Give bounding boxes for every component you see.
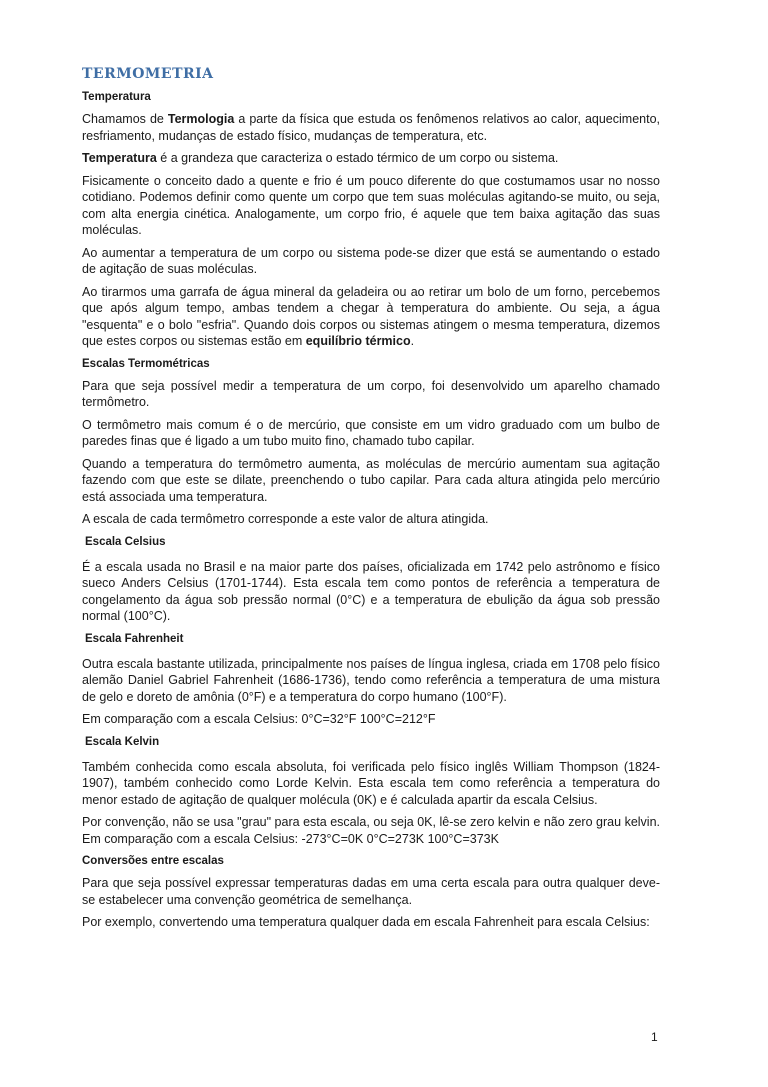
paragraph bbox=[82, 245, 660, 278]
section-heading: Escala Fahrenheit bbox=[85, 632, 184, 645]
text-run: A escala de cada termômetro corresponde a este valor de altura atingida. bbox=[82, 512, 489, 526]
text-run: a parte da física que estuda os fenômenos relativos ao calor, aquecimento, resfriamento, mudanças de estado físico, mudanças de temperatura, etc. bbox=[82, 112, 660, 143]
paragraph bbox=[82, 914, 660, 931]
text-run: Ao aumentar a temperatura de um corpo ou sistema pode-se dizer que está se aumentando o estado de agitação de suas moléculas. bbox=[82, 245, 660, 276]
paragraph bbox=[82, 111, 660, 144]
document-body bbox=[82, 66, 660, 937]
text-run: Para que seja possível expressar temperaturas dadas em uma certa escala para outra qualquer deve-se estabelecer uma convenção geométrica de semelhança. bbox=[82, 876, 660, 907]
text-run: Também conhecida como escala absoluta, foi verificada pelo físico inglês William Thompson (1824-1907), também conhecido como Lorde Kelvin. Esta escala tem como referência a temperatura do menor estado de agitação de qualquer molécula (0K) e é calculada apartir da escala Celsius. bbox=[82, 759, 660, 807]
text-run: Em comparação com a escala Celsius: 0°C=32°F 100°C=212°F bbox=[82, 712, 436, 726]
text-run: Para que seja possível medir a temperatura de um corpo, foi desenvolvido um aparelho chamado termômetro. bbox=[82, 378, 660, 409]
paragraph bbox=[82, 875, 660, 908]
bold-term: Temperatura bbox=[82, 151, 157, 165]
text-run: Por convenção, não se usa "grau" para esta escala, ou seja 0K, lê-se zero kelvin e não zero grau kelvin. Em comparação com a escala Celsius: -273°C=0K 0°C=273K 100°C=373K bbox=[82, 815, 660, 846]
text-run: Chamamos de bbox=[82, 112, 168, 126]
bold-term: Termologia bbox=[167, 112, 235, 126]
section-heading: Conversões entre escalas bbox=[82, 855, 224, 867]
paragraph bbox=[82, 656, 660, 706]
paragraph bbox=[82, 173, 660, 239]
section-heading: Escalas Termométricas bbox=[82, 357, 210, 370]
page-number: 1 bbox=[651, 1030, 658, 1044]
section-heading: Temperatura bbox=[82, 91, 151, 103]
paragraph bbox=[82, 417, 660, 450]
text-run: É a escala usada no Brasil e na maior parte dos países, oficializada em 1742 pelo astrônomo e físico sueco Anders Celsius (1701-1744). Esta escala tem como pontos de referência a temperatura de congelamento da água sob pressão normal (0°C) e a temperatura de ebulição da água sob pressão normal (100°C). bbox=[82, 559, 660, 623]
text-run: Fisicamente o conceito dado a quente e frio é um pouco diferente do que costumamos usar no nosso cotidiano. Podemos definir como quente um corpo que tem suas moléculas agitando-se muito, ou seja, com alta energia cinética. Analogamente, um corpo frio, é aquele que tem baixa agitação das suas moléculas. bbox=[82, 173, 660, 237]
text-run: Outra escala bastante utilizada, principalmente nos países de língua inglesa, criada em 1708 pelo físico alemão Daniel Gabriel Fahrenheit (1686-1736), tendo como referência a temperatura de uma mistura de gelo e doreto de amônia (0°F) e a temperatura do corpo humano (100°F). bbox=[82, 656, 660, 704]
section-heading: Escala Kelvin bbox=[85, 735, 160, 748]
text-run: Por exemplo, convertendo uma temperatura qualquer dada em escala Fahrenheit para escala Celsius: bbox=[82, 915, 650, 929]
text-run: . bbox=[410, 334, 415, 348]
paragraph bbox=[82, 759, 660, 809]
paragraph bbox=[82, 711, 660, 728]
paragraph bbox=[82, 814, 660, 847]
paragraph bbox=[82, 284, 660, 350]
paragraph bbox=[82, 456, 660, 506]
text-run: O termômetro mais comum é o de mercúrio, que consiste em um vidro graduado com um bulbo de paredes finas que é ligado a um tubo muito fino, chamado tubo capilar. bbox=[82, 417, 660, 448]
paragraph bbox=[82, 559, 660, 625]
text-run: é a grandeza que caracteriza o estado térmico de um corpo ou sistema. bbox=[156, 151, 559, 165]
sections-container bbox=[82, 89, 660, 931]
text-run: Ao tirarmos uma garrafa de água mineral da geladeira ou ao retirar um bolo de um forno, percebemos que após algum tempo, ambas tendem a chegar à temperatura do ambiente. Ou seja, a água "esquenta" e o bolo "esfria". Quando dois corpos ou sistemas atingem o mesma temperatura, dizemos que estes corpos ou sistemas estão em bbox=[82, 284, 660, 348]
paragraph bbox=[82, 511, 660, 528]
text-run: Quando a temperatura do termômetro aumenta, as moléculas de mercúrio aumentam sua agitação fazendo com que este se dilate, preenchendo o tubo capilar. Para cada altura atingida pelo mercúrio está associada uma temperatura. bbox=[82, 456, 660, 504]
document-title: TERMOMETRIA bbox=[82, 66, 214, 82]
paragraph bbox=[82, 378, 660, 411]
section-heading: Escala Celsius bbox=[85, 535, 166, 548]
paragraph bbox=[82, 150, 660, 167]
bold-term: equilíbrio térmico bbox=[305, 334, 411, 348]
